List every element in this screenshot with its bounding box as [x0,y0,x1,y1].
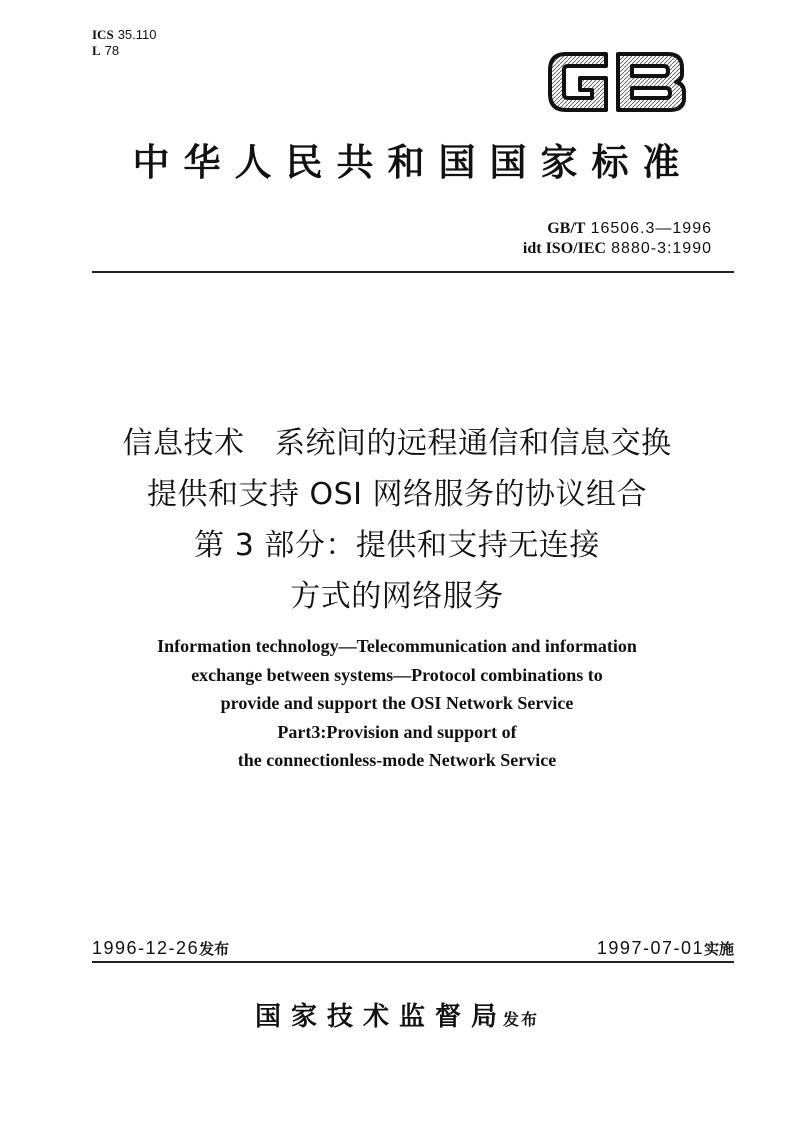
standard-label: GB/T [547,220,586,237]
ics-label: ICS [92,27,114,42]
english-title [60,632,734,775]
implementation-date-suffix: 实施 [703,940,734,958]
english-title-line: exchange between systems—Protocol combinations to [191,664,603,685]
chinese-title-line: 第 3 部分：提供和支持无连接 [194,528,600,563]
l-value: 78 [104,43,120,58]
english-title-line: Part3:Provision and support of [277,721,517,742]
issue-date [92,938,229,959]
idt-label: idt ISO/IEC [522,240,607,257]
ics-classification [92,27,156,59]
implementation-date-value: 1997-07-01 [596,938,704,958]
gb-logo [544,44,690,120]
chinese-title [40,418,754,622]
issuer-name: 国家技术监督局 [254,1002,507,1032]
top-divider [92,271,734,273]
standard-number-block [523,218,712,258]
ics-value: 35.110 [117,27,157,42]
standard-number: 16506.3—1996 [590,220,712,237]
english-title-line: provide and support the OSI Network Service [220,693,574,713]
issuer-suffix: 发布 [503,1010,540,1029]
chinese-title-line: 信息技术 系统间的远程通信和信息交换 [122,426,672,461]
english-title-line: the connectionless-mode Network Service [237,750,557,770]
english-title-line: Information technology—Telecommunication and information [157,636,637,656]
issuing-authority [0,996,794,1033]
implementation-date [597,938,734,959]
national-standard-heading: 中华人民共和国国家标准 [132,140,694,184]
issue-date-value: 1996-12-26 [92,938,200,958]
issue-date-suffix: 发布 [199,940,230,958]
idt-number: 8880-3:1990 [611,240,712,257]
l-label: L [92,43,101,58]
chinese-title-line: 提供和支持 OSI 网络服务的协议组合 [146,477,648,512]
chinese-title-line: 方式的网络服务 [290,579,504,614]
logo-text: GB [544,44,546,45]
bottom-divider [92,961,734,963]
gb-logo-icon [544,44,690,120]
